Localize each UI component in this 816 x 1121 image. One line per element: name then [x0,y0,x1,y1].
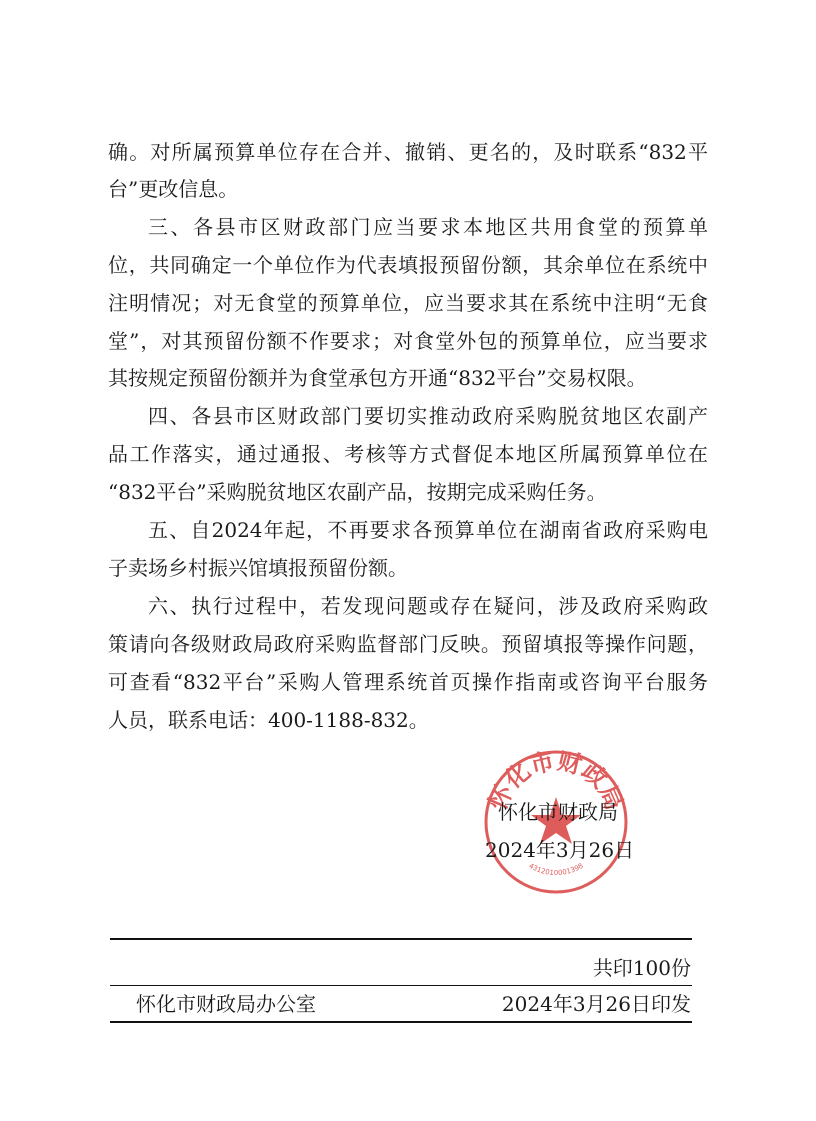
body-line: 品工作落实，通过通报、考核等方式督促本地区所属预算单位在 [108,442,708,466]
footer-top-rule [110,938,692,940]
signature-org: 怀化市财政局 [498,800,618,824]
body-line: 堂”，对其预留份额不作要求；对食堂外包的预算单位，应当要求 [108,329,708,353]
paragraph-5-start: 五、自2024年起，不再要求各预算单位在湖南省政府采购电 [148,518,708,542]
signature-date: 2024年3月26日 [485,838,635,862]
copies-count: 共印100份 [592,956,691,980]
body-line: 其按规定预留份额并为食堂承包方开通“832平台”交易权限。 [108,366,647,390]
svg-text:4312010001398 [527,862,584,877]
body-line: 策请向各级财政局政府采购监督部门反映。预留填报等操作问题， [108,632,708,656]
seal-text: 怀化市财政局 [482,747,630,815]
body-line: 注明情况；对无食堂的预算单位，应当要求其在系统中注明“无食 [108,291,708,315]
issuer-office: 怀化市财政局办公室 [136,992,316,1016]
paragraph-4-start: 四、各县市区财政部门要切实推动政府采购脱贫地区农副产 [148,404,708,428]
seal-code: 4312010001398 [527,861,585,878]
footer-bottom-rule [110,1021,692,1023]
issue-date: 2024年3月26日印发 [501,992,691,1016]
body-line: 人员，联系电话：400-1188-832。 [108,708,429,732]
body-line: 确。对所属预算单位存在合并、撤销、更名的，及时联系“832平 [108,140,708,164]
body-line: 子卖场乡村振兴馆填报预留份额。 [108,556,408,580]
paragraph-6-start: 六、执行过程中，若发现问题或存在疑问，涉及政府采购政 [148,594,708,618]
paragraph-3-start: 三、各县市区财政部门应当要求本地区共用食堂的预算单 [148,215,708,239]
footer-middle-rule [110,985,692,986]
body-line: “832平台”采购脱贫地区农副产品，按期完成采购任务。 [108,480,607,504]
body-line: 位，共同确定一个单位作为代表填报预留份额，其余单位在系统中 [108,253,708,277]
body-line: 可查看“832平台”采购人管理系统首页操作指南或咨询平台服务 [108,670,708,694]
body-line: 台”更改信息。 [108,177,239,201]
